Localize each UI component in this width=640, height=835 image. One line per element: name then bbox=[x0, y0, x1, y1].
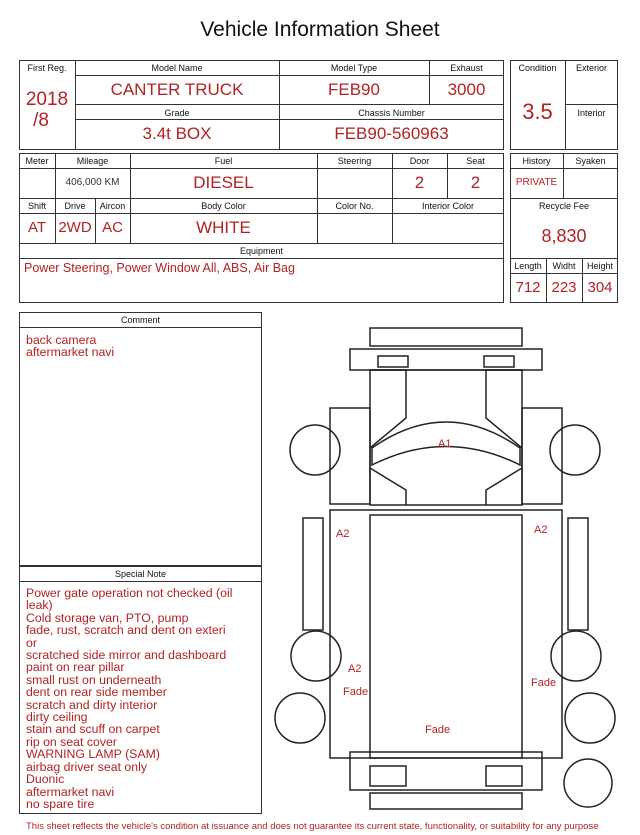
grade-label: Grade bbox=[164, 108, 190, 118]
rear-wheel-right-outer bbox=[565, 693, 615, 743]
chassis-value: FEB90-560963 bbox=[334, 124, 449, 143]
front-wheel-left bbox=[290, 425, 340, 475]
comment-line: back camera bbox=[26, 333, 97, 347]
history-value: PRIVATE bbox=[515, 177, 558, 188]
height-label: Height bbox=[586, 261, 613, 271]
condition-value: 3.5 bbox=[522, 99, 553, 124]
note-line: or bbox=[26, 635, 37, 650]
rear-step bbox=[370, 793, 522, 809]
shift-value: AT bbox=[27, 219, 47, 236]
exterior-label: Exterior bbox=[575, 63, 607, 73]
interior-label: Interior bbox=[577, 108, 606, 118]
recycle-value: 8,830 bbox=[541, 226, 587, 246]
note-line: dirty ceiling bbox=[26, 710, 88, 725]
width-value: 223 bbox=[551, 279, 577, 296]
grade-value: 3.4t BOX bbox=[142, 124, 212, 143]
footer-disclaimer: This sheet reflects the vehicle's condition at issuance and does not guarantee its current state, functionality, or suitability for any purpose bbox=[26, 821, 599, 832]
mirror-right bbox=[522, 408, 562, 504]
interior-color-label: Interior Color bbox=[421, 201, 475, 211]
equipment-label: Equipment bbox=[239, 246, 284, 256]
damage-mark-a2-lower: A2 bbox=[348, 663, 362, 675]
model-type-value: FEB90 bbox=[328, 80, 380, 99]
rear-bumper-slot-left bbox=[370, 766, 406, 786]
model-name-value: CANTER TRUCK bbox=[110, 80, 244, 99]
cab-inner-left bbox=[370, 370, 406, 448]
condition-label: Condition bbox=[518, 63, 557, 73]
chassis-label: Chassis Number bbox=[358, 108, 425, 118]
page-title: Vehicle Information Sheet bbox=[200, 18, 440, 41]
note-line: airbag driver seat only bbox=[26, 759, 147, 774]
aircon-value: AC bbox=[102, 219, 123, 236]
note-line: paint on rear pillar bbox=[26, 660, 125, 675]
damage-mark-a2-right: A2 bbox=[534, 524, 548, 536]
first-reg-year: 2018 bbox=[25, 89, 69, 110]
note-line: dent on rear side member bbox=[26, 685, 167, 700]
steering-label: Steering bbox=[337, 156, 372, 166]
note-line: scratch and dirty interior bbox=[26, 697, 158, 712]
note-line: Cold storage van, PTO, pump bbox=[26, 610, 189, 625]
cab-inner-right bbox=[486, 370, 522, 448]
side-rail-left bbox=[303, 518, 323, 630]
first-reg-label: First Reg. bbox=[27, 63, 67, 73]
front-bumper-slot-left bbox=[378, 356, 408, 367]
cab-lower-right bbox=[486, 468, 522, 505]
damage-mark-fade-left: Fade bbox=[343, 686, 369, 698]
note-line: leak) bbox=[26, 598, 53, 613]
exhaust-value: 3000 bbox=[447, 80, 486, 99]
body-color-label: Body Color bbox=[201, 201, 246, 211]
note-line: fade, rust, scratch and dent on exteri bbox=[26, 623, 226, 638]
comment-label: Comment bbox=[120, 315, 160, 325]
damage-mark-fade-bottom: Fade bbox=[425, 724, 451, 736]
fuel-label: Fuel bbox=[214, 156, 233, 166]
recycle-label: Recycle Fee bbox=[538, 201, 590, 211]
note-line: no spare tire bbox=[26, 796, 95, 811]
length-value: 712 bbox=[515, 279, 541, 296]
length-label: Length bbox=[514, 261, 542, 271]
drive-label: Drive bbox=[64, 201, 86, 211]
rear-wheel-left-inner bbox=[291, 631, 341, 681]
seat-value: 2 bbox=[470, 173, 481, 192]
note-line: small rust on underneath bbox=[26, 672, 162, 687]
comment-line: aftermarket navi bbox=[26, 345, 115, 360]
note-line: WARNING LAMP (SAM) bbox=[26, 747, 160, 762]
aircon-label: Aircon bbox=[99, 201, 126, 211]
front-bumper-slot-right bbox=[484, 356, 514, 367]
history-label: History bbox=[522, 156, 551, 166]
mileage-value: 406,000 KM bbox=[65, 177, 120, 188]
note-line: rip on seat cover bbox=[26, 734, 117, 749]
model-type-label: Model Type bbox=[330, 63, 378, 73]
damage-mark-a2-left: A2 bbox=[336, 528, 350, 540]
syaken-label: Syaken bbox=[575, 156, 606, 166]
rear-wheel-left-outer bbox=[275, 693, 325, 743]
shift-label: Shift bbox=[27, 201, 46, 211]
mileage-label: Mileage bbox=[76, 156, 109, 166]
note-line: aftermarket navi bbox=[26, 784, 115, 799]
exhaust-label: Exhaust bbox=[450, 63, 483, 73]
meter-label: Meter bbox=[25, 156, 49, 166]
spare-wheel bbox=[564, 759, 612, 807]
note-line: stain and scuff on carpet bbox=[26, 722, 160, 737]
front-bumper bbox=[370, 328, 522, 346]
equipment-value: Power Steering, Power Window All, ABS, Air Bag bbox=[24, 261, 295, 275]
model-name-label: Model Name bbox=[151, 63, 203, 73]
note-line: Power gate operation not checked (oil bbox=[26, 586, 233, 600]
special-note-label: Special Note bbox=[114, 569, 167, 579]
drive-value: 2WD bbox=[58, 219, 92, 236]
damage-mark-a1: A1 bbox=[438, 438, 452, 450]
first-reg-month: /8 bbox=[33, 110, 49, 131]
fuel-value: DIESEL bbox=[193, 173, 254, 192]
damage-mark-fade-right: Fade bbox=[531, 677, 557, 689]
width-label: Widht bbox=[552, 261, 576, 271]
cargo-box bbox=[330, 510, 562, 758]
front-wheel-right bbox=[550, 425, 600, 475]
height-value: 304 bbox=[587, 279, 613, 296]
rear-bumper-slot-right bbox=[486, 766, 522, 786]
rear-wheel-right-inner bbox=[551, 631, 601, 681]
color-no-label: Color No. bbox=[335, 201, 374, 211]
note-line: Duonic bbox=[26, 772, 65, 787]
seat-label: Seat bbox=[466, 156, 485, 166]
cargo-box-inner bbox=[370, 515, 522, 758]
note-line: scratched side mirror and dashboard bbox=[26, 648, 227, 663]
mirror-left bbox=[330, 408, 370, 504]
door-value: 2 bbox=[414, 173, 425, 192]
cab-lower-left bbox=[370, 468, 406, 505]
side-rail-right bbox=[568, 518, 588, 630]
body-color-value: WHITE bbox=[196, 218, 251, 237]
door-label: Door bbox=[409, 156, 430, 166]
